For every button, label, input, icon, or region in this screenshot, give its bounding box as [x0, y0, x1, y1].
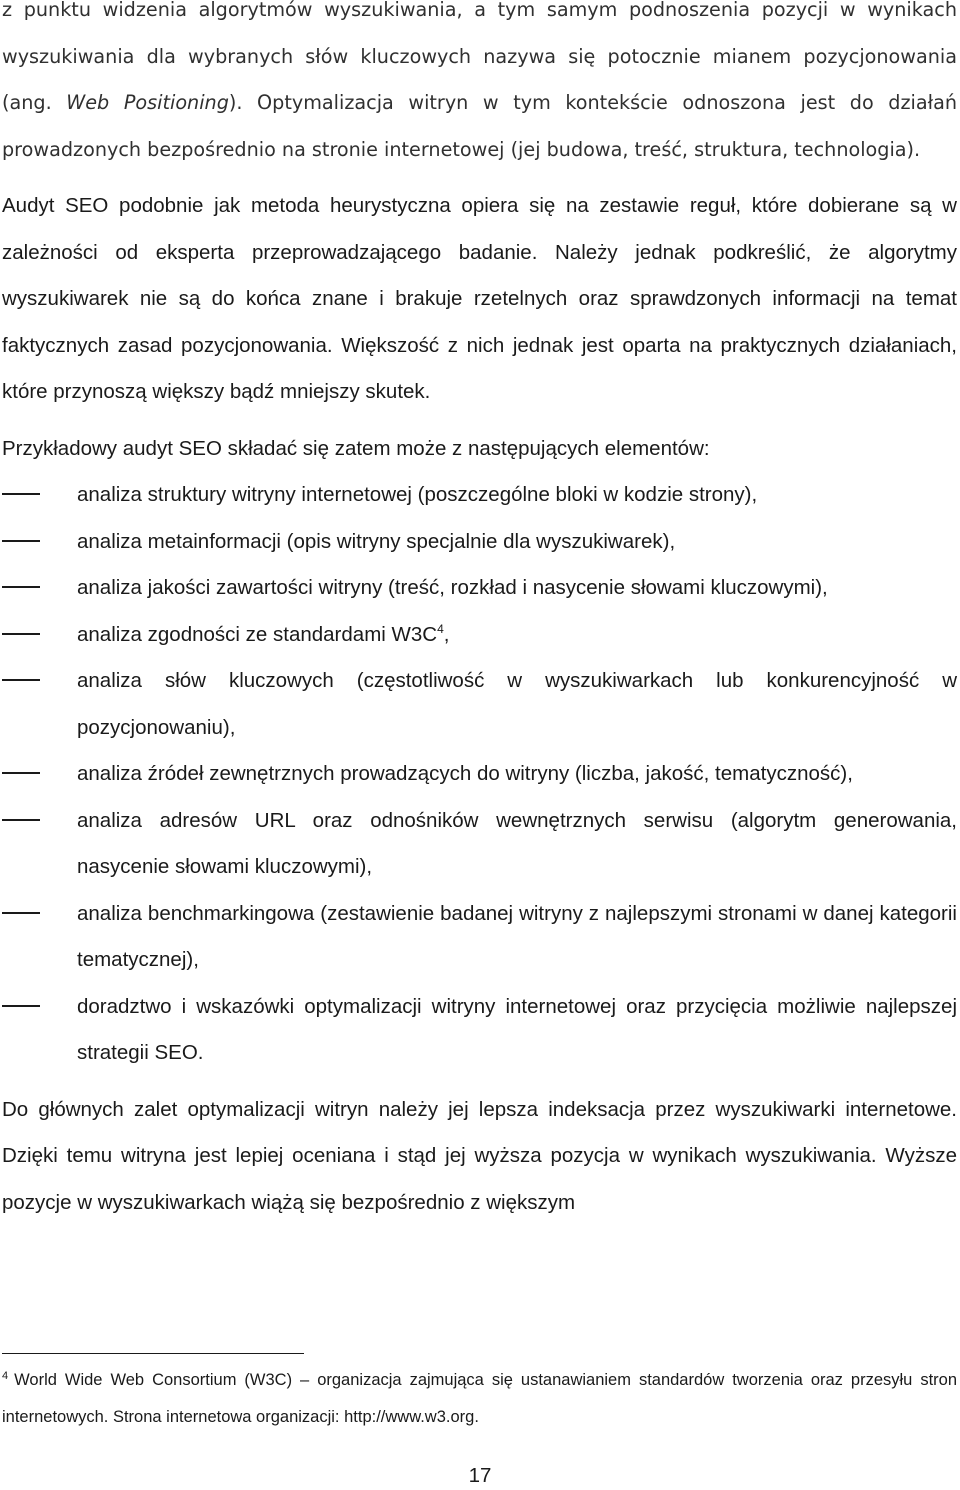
dash-bullet-icon — [2, 679, 40, 681]
list-item — [2, 658, 957, 751]
list-item — [2, 751, 957, 798]
list-item-text: doradztwo i wskazówki optymalizacji witryny internetowej oraz przycięcia możliwie najlepszej strategii SEO. — [77, 994, 957, 1064]
footnote-text: World Wide Web Consortium (W3C) – organizacja zajmująca się ustanawianiem standardów tworzenia oraz przesyłu stron internetowych. Strona internetowa organizacji: http://www.w3.org. — [2, 1371, 957, 1426]
list-item-text: analiza metainformacji (opis witryny specjalnie dla wyszukiwarek), — [77, 529, 676, 553]
list-item — [2, 984, 957, 1077]
audit-elements-list — [2, 472, 957, 1077]
dash-bullet-icon — [2, 1005, 40, 1007]
closing-paragraph: Do głównych zalet optymalizacji witryn należy jej lepsza indeksacja przez wyszukiwarki internetowe. Dzięki temu witryna jest lepiej oceniana i stąd jej wyższa pozycja w wynikach wyszukiwania. Wyższe pozycje w wyszukiwarkach wiążą się bezpośrednio z większym — [2, 1097, 957, 1214]
list-item-text: analiza słów kluczowych (częstotliwość w wyszukiwarkach lub konkurencyjność w pozycjonowaniu), — [77, 669, 957, 739]
list-intro: Przykładowy audyt SEO składać się zatem może z następujących elementów: — [2, 436, 710, 460]
list-item — [2, 565, 957, 612]
list-item — [2, 472, 957, 519]
dash-bullet-icon — [2, 493, 40, 495]
list-item-text: analiza zgodności ze standardami W3C — [77, 622, 438, 646]
dash-bullet-icon — [2, 540, 40, 542]
list-item-text: analiza źródeł zewnętrznych prowadzących do witryny (liczba, jakość, tematyczność), — [77, 762, 853, 785]
dash-bullet-icon — [2, 772, 40, 774]
list-item — [2, 798, 957, 891]
footnote-divider — [2, 1353, 304, 1354]
dash-bullet-icon — [2, 912, 40, 914]
footnote-number: 4 — [2, 1369, 9, 1382]
intro-paragraph — [2, 0, 957, 173]
list-item — [2, 519, 957, 566]
intro-text-a: z punktu widzenia algorytmów wyszukiwania, a tym samym podnoszenia pozycji w wynikach wyszukiwania dla wybranych słów kluczowych nazywa się potocznie mianem pozycjonowania (ang. — [2, 0, 957, 114]
list-item-text: analiza adresów URL oraz odnośników wewnętrznych serwisu (algorytm generowania, nasycenie słowami kluczowymi), — [77, 808, 957, 878]
footnote-reference: 4 — [437, 621, 444, 636]
page-body — [2, 0, 957, 1226]
footnote — [2, 1362, 957, 1436]
intro-emphasis: Web Positioning — [66, 91, 229, 114]
list-item-text: analiza jakości zawartości witryny (treść, rozkład i nasycenie słowami kluczowymi), — [77, 576, 828, 599]
list-item — [2, 891, 957, 984]
list-item-text: analiza benchmarkingowa (zestawienie badanej witryny z najlepszymi stronami w danej kategorii tematycznej), — [77, 901, 957, 971]
page-number: 17 — [468, 1464, 492, 1487]
dash-bullet-icon — [2, 819, 40, 821]
list-item-text: analiza struktury witryny internetowej (poszczególne bloki w kodzie strony), — [77, 483, 758, 506]
audit-paragraph: Audyt SEO podobnie jak metoda heurystyczna opiera się na zestawie reguł, które dobierane są w zależności od eksperta przeprowadzającego badanie. Należy jednak podkreślić, że algorytmy wyszukiwarek nie są do końca znane i brakuje rzetelnych oraz sprawdzonych informacji na temat faktycznych zasad pozycjonowania. Większość z nich jednak jest oparta na praktycznych działaniach, które przynoszą większy bądź mniejszy skutek. — [2, 194, 957, 403]
list-item-trailing: , — [443, 622, 450, 646]
intro-text-b: ). Optymalizacja witryn w tym kontekście odnoszona jest do działań prowadzonych bezpośrednio na stronie internetowej (jej budowa, treść, struktura, technologia). — [2, 91, 957, 161]
dash-bullet-icon — [2, 586, 40, 588]
dash-bullet-icon — [2, 633, 40, 635]
list-item — [2, 612, 957, 659]
